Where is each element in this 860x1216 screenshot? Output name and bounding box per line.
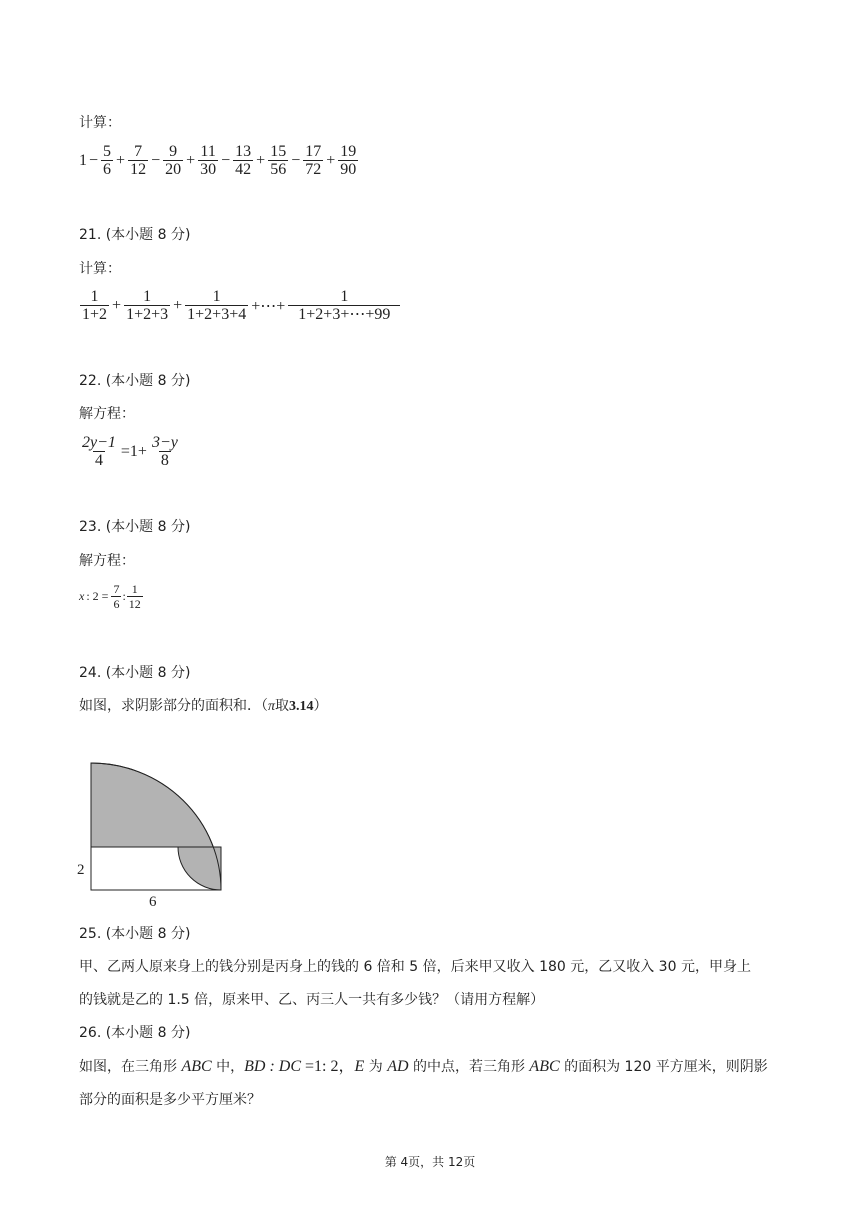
q26-text-1: 如图，在三角形 — [79, 1059, 182, 1075]
q26-text-3: 为 — [364, 1059, 388, 1075]
q20-numerator: 5 — [103, 143, 112, 160]
q24-label-height: 2 — [77, 862, 85, 878]
q21-expression: $\frac{1}{1+2}$ + $\frac{1}{1+2+3}$ + $\frac{1}{1+2+3+4}$ +⋯+ $\frac{1}{1+2+3+\cdots+99}$ — [79, 288, 401, 323]
q21-header: 21. (本小题 8 分) — [79, 227, 191, 243]
q20-denominator: 42 — [235, 161, 252, 178]
q20-numerator: 11 — [200, 143, 216, 160]
q20-expression — [79, 143, 359, 178]
q26-header: 26. (本小题 8 分) — [79, 1025, 191, 1041]
q24-header: 24. (本小题 8 分) — [79, 665, 191, 681]
q26-e: E — [354, 1058, 365, 1075]
q20-numerator: 19 — [340, 143, 357, 160]
q20-numerator: 7 — [134, 143, 143, 160]
q20-operator: + — [326, 151, 336, 169]
q21-fraction-last: $\frac{1}{1+2+3+\cdots+99}$ — [288, 288, 400, 323]
q20-fraction — [303, 143, 323, 178]
q22-right-fraction: $\frac{3-y}{8}$ — [151, 434, 178, 469]
q25-line2: 的钱就是乙的 1.5 倍，原来甲、乙、丙三人一共有多少钱？（请用方程解） — [79, 992, 545, 1008]
page-footer: 第 4页，共 12页 — [384, 1155, 476, 1169]
q22-equals: =1+ — [120, 442, 147, 460]
q26-text-2: 中， — [211, 1059, 245, 1075]
q20-fraction — [101, 143, 113, 178]
q23-instruction: 解方程： — [79, 553, 135, 569]
q26-abc-2: ABC — [529, 1058, 560, 1075]
q24-label-width: 6 — [149, 894, 157, 910]
q20-denominator: 90 — [340, 161, 357, 178]
q20-instruction: 计算： — [79, 115, 121, 131]
q24-pi: π — [268, 699, 276, 714]
q23-fraction-a: $\frac{7}{6}$ — [113, 582, 120, 611]
q26-text-4: 的中点，若三角形 — [408, 1059, 530, 1075]
q24-take: 取 — [275, 698, 290, 714]
q20-denominator: 30 — [200, 161, 217, 178]
q23-equals: : 2 = — [86, 589, 109, 603]
q24-close: ） — [313, 698, 328, 714]
q20-operator: − — [221, 151, 231, 169]
q20-operator: + — [186, 151, 196, 169]
q20-operator: − — [291, 151, 301, 169]
q24-value: 3.14 — [289, 699, 314, 714]
q20-operator: + — [256, 151, 266, 169]
q23-colon: : — [122, 589, 126, 603]
q26-eq: =1: 2， — [301, 1058, 355, 1075]
q25-header: 25. (本小题 8 分) — [79, 926, 191, 942]
q21-ellipsis: +⋯+ — [251, 297, 286, 315]
q26-abc-1: ABC — [181, 1058, 212, 1075]
q20-fraction — [163, 143, 183, 178]
q21-fraction-2: $\frac{1}{1+2+3}$ — [126, 288, 169, 323]
q24-figure — [74, 756, 234, 912]
q20-operator: + — [116, 151, 126, 169]
q23-fraction-b: $\frac{1}{12}$ — [128, 582, 141, 611]
q26-line2: 部分的面积是多少平方厘米？ — [79, 1092, 261, 1108]
q23-variable: x — [79, 589, 85, 603]
q21-fraction-3: $\frac{1}{1+2+3+4}$ — [187, 288, 247, 323]
q26-ad: AD — [387, 1058, 409, 1075]
q22-equation — [79, 434, 181, 469]
q20-denominator: 72 — [305, 161, 322, 178]
q26-ratio: BD : DC — [244, 1058, 302, 1075]
q20-fraction — [268, 143, 288, 178]
q21-fraction-1: $\frac{1}{1+2}$ — [82, 288, 108, 323]
q20-fraction — [198, 143, 218, 178]
q23-equation — [79, 582, 144, 611]
q22-left-fraction: $\frac{2y-1}{4}$ — [82, 434, 116, 469]
q23-header: 23. (本小题 8 分) — [79, 519, 191, 535]
q20-numerator: 9 — [169, 143, 178, 160]
q24-prompt — [79, 697, 328, 716]
q20-denominator: 6 — [103, 161, 112, 178]
q20-denominator: 12 — [130, 161, 147, 178]
q24-prompt-text: 如图，求阴影部分的面积和．（ — [79, 698, 268, 714]
q20-operator: − — [151, 151, 161, 169]
q21-instruction: 计算： — [79, 261, 121, 277]
q22-header: 22. (本小题 8 分) — [79, 373, 191, 389]
q25-line1: 甲、乙两人原来身上的钱分别是丙身上的钱的 6 倍和 5 倍，后来甲又收入 180 元，乙又收入 30 元，甲身上 — [79, 959, 751, 975]
q22-instruction: 解方程： — [79, 406, 135, 422]
q26-line1 — [79, 1058, 768, 1076]
q20-operator: − — [89, 151, 99, 169]
q20-denominator: 20 — [165, 161, 182, 178]
q20-fraction — [338, 143, 358, 178]
q20-denominator: 56 — [270, 161, 287, 178]
q20-lead: 1 — [79, 151, 87, 169]
q20-numerator: 17 — [305, 143, 322, 160]
q20-numerator: 15 — [270, 143, 287, 160]
q20-fraction — [128, 143, 148, 178]
q20-numerator: 13 — [235, 143, 252, 160]
q20-fraction — [233, 143, 253, 178]
q26-text-5: 的面积为 120 平方厘米，则阴影 — [559, 1059, 768, 1075]
